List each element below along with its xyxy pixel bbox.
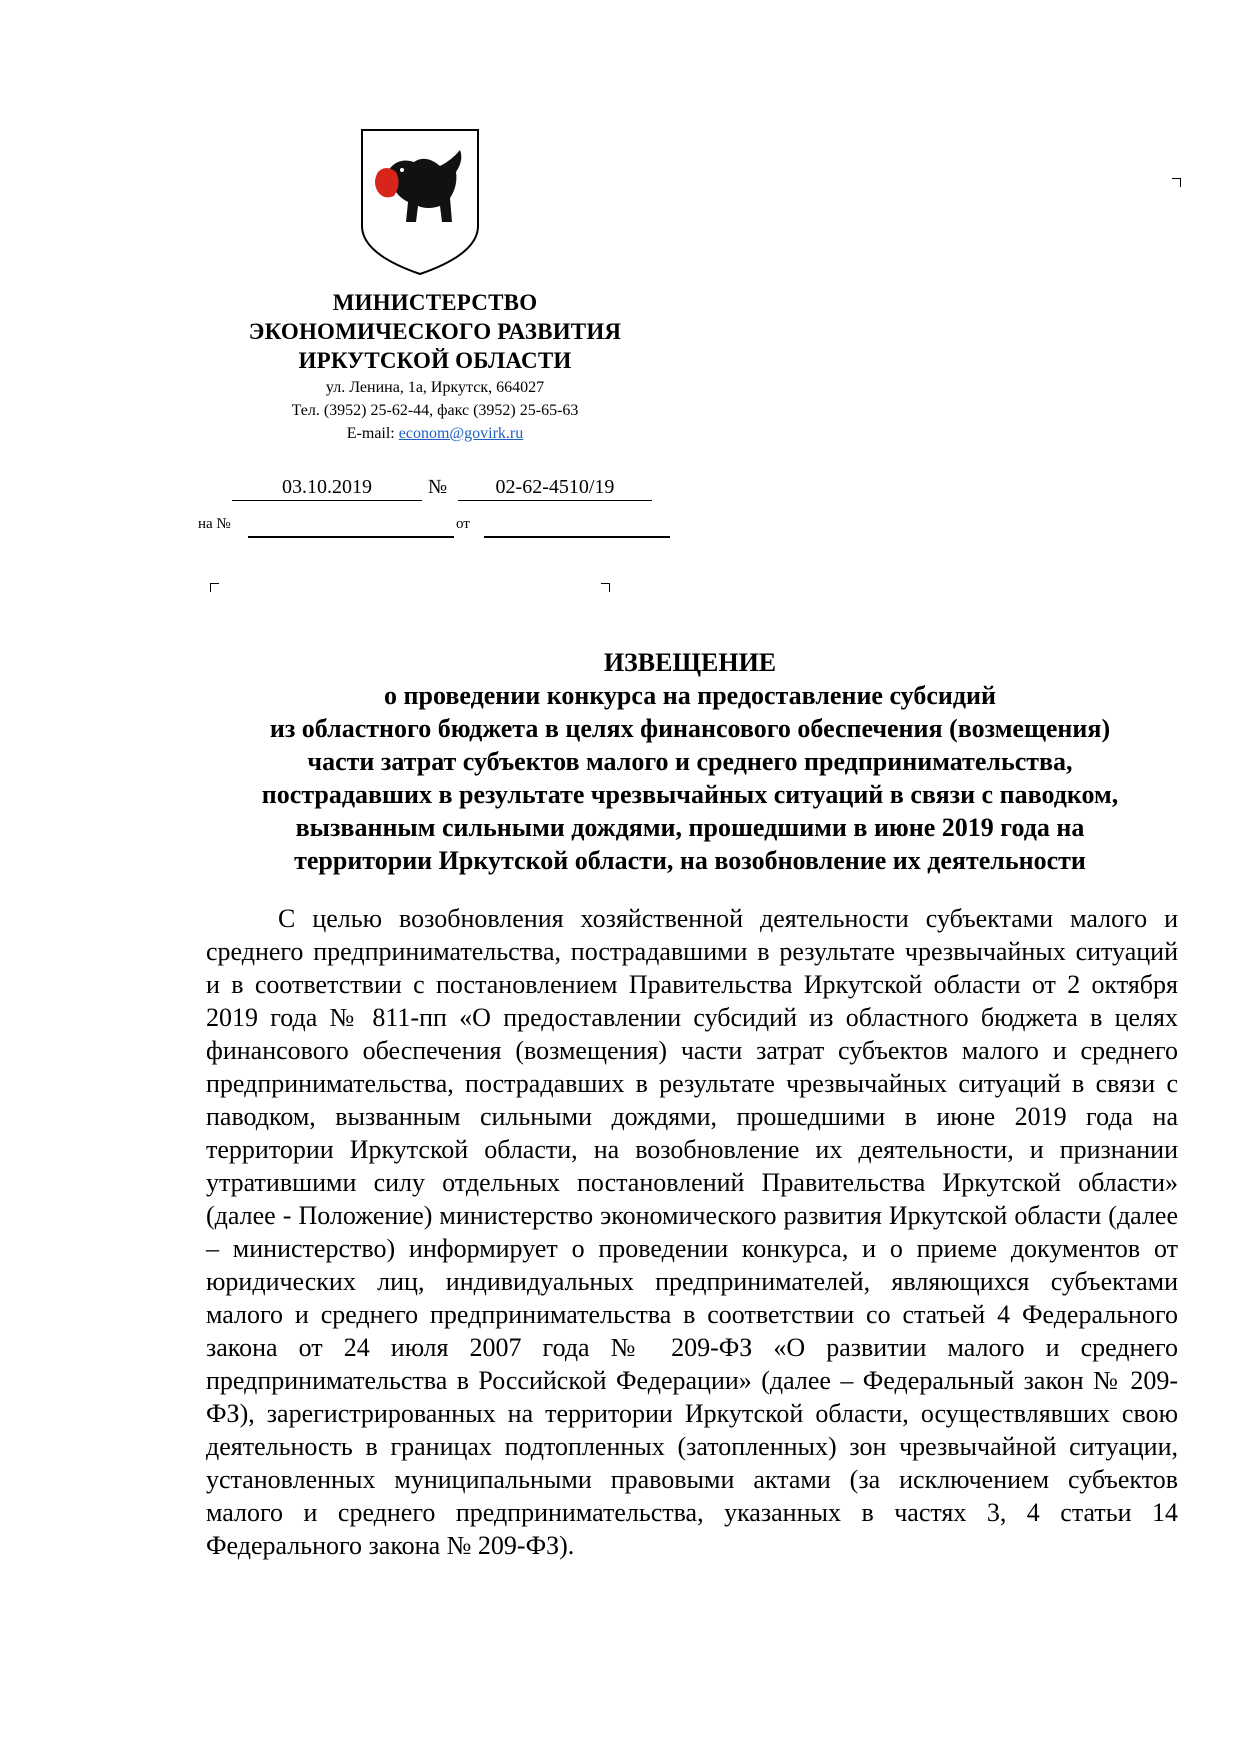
notice-subtitle-line: части затрат субъектов малого и среднего предпринимательства, [307, 747, 1073, 776]
registration-line [232, 476, 652, 502]
registration-number: 02-62-4510/19 [458, 476, 652, 501]
registration-date: 03.10.2019 [232, 476, 422, 501]
reference-date-blank [484, 536, 670, 538]
email-link[interactable]: econom@govirk.ru [398, 425, 524, 442]
reference-number-label: на № [198, 516, 231, 532]
email-line [190, 422, 680, 445]
phone-line: Тел. (3952) 25-62-44, факс (3952) 25-65-63 [291, 402, 579, 419]
coat-of-arms-emblem [356, 126, 484, 276]
notice-title [200, 646, 1180, 877]
reference-line [198, 512, 678, 540]
ministry-line: ИРКУТСКОЙ ОБЛАСТИ [298, 348, 572, 373]
contact-block [190, 376, 680, 445]
notice-subtitle-line: из областного бюджета в целях финансового обеспечения (возмещения) [269, 714, 1111, 743]
corner-mark [601, 583, 610, 592]
reference-number-blank [248, 536, 454, 538]
reference-from-label: от [456, 516, 470, 532]
notice-heading: ИЗВЕЩЕНИЕ [603, 648, 777, 677]
ministry-line: ЭКОНОМИЧЕСКОГО РАЗВИТИЯ [248, 319, 622, 344]
notice-body-paragraph: С целью возобновления хозяйственной деятельности субъектами малого и среднего предпринимательства, пострадавшими в результате чрезвычайных ситуаций и в соответствии с постановлением Правительства Иркутской области от 2 октября 2019 года № 811-пп «О предоставлении субсидий из областного бюджета в целях финансового обеспечения (возмещения) части затрат субъектов малого и среднего предпринимательства, пострадавших в результате чрезвычайных ситуаций в связи с паводком, вызванным сильными дождями, прошедшими в июне 2019 года на территории Иркутской области, на возобновление их деятельности, и признании утратившими силу отдельных постановлений Правительства Иркутской области» (далее - Положение) министерство экономического развития Иркутской области (далее – министерство) информирует о проведении конкурса, и о приеме документов от юридических лиц, индивидуальных предпринимателей, являющихся субъектами малого и среднего предпринимательства в соответствии со статьей 4 Федерального закона от 24 июля 2007 года № 209-ФЗ «О развитии малого и среднего предпринимательства в Российской Федерации» (далее – Федеральный закон № 209-ФЗ), зарегистрированных на территории Иркутской области, осуществлявших свою деятельность в границах подтопленных (затопленных) зон чрезвычайной ситуации, установленных муниципальными правовыми актами (за исключением субъектов малого и среднего предпринимательства, указанных в частях 3, 4 статьи 14 Федерального закона № 209-ФЗ). [206, 904, 1178, 1560]
notice-subtitle-line: вызванным сильными дождями, прошедшими в июне 2019 года на [295, 813, 1085, 842]
corner-mark [210, 583, 219, 592]
corner-mark [1172, 178, 1181, 187]
registration-number-label: № [428, 476, 448, 498]
notice-subtitle-line: о проведении конкурса на предоставление субсидий [384, 681, 996, 710]
email-label: E-mail: [346, 425, 395, 442]
ministry-name [190, 288, 680, 375]
address-line: ул. Ленина, 1а, Иркутск, 664027 [325, 379, 545, 396]
notice-subtitle-line: территории Иркутской области, на возобновление их деятельности [294, 846, 1086, 875]
ministry-line: МИНИСТЕРСТВО [332, 290, 538, 315]
notice-subtitle-line: пострадавших в результате чрезвычайных ситуаций в связи с паводком, [261, 780, 1119, 809]
